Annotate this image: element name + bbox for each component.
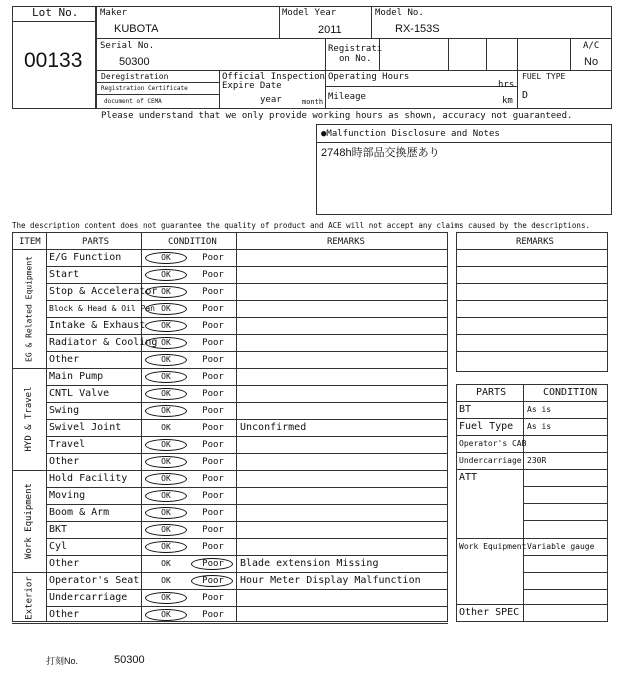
group-separator	[12, 623, 448, 624]
spec-condition-line	[523, 486, 608, 487]
part-name: Start	[49, 269, 80, 280]
row-separator	[46, 606, 448, 607]
row-separator	[46, 538, 448, 539]
remarks-row-line	[456, 351, 608, 352]
serial-value: 50300	[119, 56, 150, 68]
poor-option[interactable]: Poor	[202, 389, 224, 399]
lot-label: Lot No.	[32, 6, 79, 19]
ok-selected-circle	[145, 286, 187, 298]
right-remarks-header: REMARKS	[516, 237, 554, 247]
row-separator	[46, 317, 448, 318]
part-name: Block & Head & Oil Pan	[49, 304, 155, 313]
part-name: CNTL Valve	[49, 388, 110, 399]
working-hours-note: Please understand that we only provide working hours as shown, accuracy not guaranteed.	[101, 111, 573, 121]
ok-option[interactable]: OK	[161, 389, 171, 398]
ok-selected-circle	[145, 609, 187, 621]
ok-selected-circle	[145, 303, 187, 315]
spec-parts-header: PARTS	[476, 387, 507, 398]
row-separator	[46, 283, 448, 284]
ok-selected-circle	[145, 388, 187, 400]
group-label: HYD & Travel	[24, 386, 34, 452]
group-separator	[12, 470, 448, 471]
part-name: Other	[49, 354, 80, 365]
spec-condition-line	[523, 572, 608, 573]
disclaimer-text: The description content does not guarantee the quality of product and ACE will not accept any claims caused by the descriptions.	[12, 221, 590, 230]
col-item-header: ITEM	[19, 237, 41, 247]
spec-condition: Variable gauge	[527, 542, 595, 551]
spec-row-line	[456, 469, 608, 470]
maker-value: KUBOTA	[114, 23, 159, 35]
part-name: Other	[49, 609, 80, 620]
remarks-row-line	[456, 300, 608, 301]
ok-option[interactable]: OK	[161, 593, 171, 602]
poor-option[interactable]: Poor	[202, 406, 224, 416]
info-vline-7	[517, 38, 518, 109]
part-name: Operator's Seat	[49, 575, 140, 586]
info-vline-5	[448, 38, 449, 70]
info-vline-1	[279, 6, 280, 38]
remarks-row-line	[456, 266, 608, 267]
ok-selected-circle	[145, 507, 187, 519]
row-separator	[46, 436, 448, 437]
group-separator	[12, 368, 448, 369]
ok-option[interactable]: OK	[161, 610, 171, 619]
poor-option[interactable]: Poor	[202, 423, 224, 433]
stamp-label: 打刻No.	[46, 656, 79, 666]
model-no-value: RX-153S	[395, 23, 440, 35]
hrs-label: hrs	[498, 80, 515, 90]
info-hline-4	[517, 70, 612, 71]
ok-option[interactable]: OK	[161, 304, 171, 313]
document-cema-label: document of CEMA	[104, 98, 162, 105]
ok-selected-circle	[145, 456, 187, 468]
ok-option[interactable]: OK	[161, 372, 171, 381]
mileage-label: Mileage	[328, 92, 366, 102]
part-name: Boom & Arm	[49, 507, 110, 518]
ac-label: A/C	[583, 41, 600, 51]
row-separator	[46, 385, 448, 386]
spec-condition-line	[523, 520, 608, 521]
group-label: EG & Related Equipment	[24, 255, 33, 362]
row-separator	[46, 504, 448, 505]
info-hline-2	[96, 70, 325, 71]
info-hline-5	[325, 86, 517, 87]
row-separator	[46, 402, 448, 403]
spec-condition-line	[523, 589, 608, 590]
dereg-hline-1	[96, 82, 219, 83]
inspection-label-line1: Official Inspection	[222, 72, 325, 82]
row-separator	[46, 555, 448, 556]
poor-selected-circle	[191, 575, 233, 587]
spec-row-line	[456, 538, 608, 539]
ok-option[interactable]: OK	[161, 508, 171, 517]
model-no-label: Model No.	[375, 8, 424, 18]
part-name: Swing	[49, 405, 80, 416]
ok-option[interactable]: OK	[161, 525, 171, 534]
lot-divider	[12, 21, 96, 22]
spec-part: Undercarriage	[459, 456, 522, 465]
ok-option[interactable]: OK	[161, 355, 171, 364]
part-name: Swivel Joint	[49, 422, 122, 433]
remark-text: Blade extension Missing	[240, 558, 379, 569]
deregistration-label: Deregistration	[101, 72, 169, 81]
km-label: km	[502, 96, 513, 106]
spec-part: Other SPEC	[459, 607, 520, 618]
spec-part: Operator's CAB	[459, 439, 527, 448]
ok-selected-circle	[145, 439, 187, 451]
registration-label-line1: Registrati	[328, 44, 383, 54]
spec-row-line	[456, 401, 608, 402]
poor-option[interactable]: Poor	[202, 542, 224, 552]
poor-option[interactable]: Poor	[202, 321, 224, 331]
ok-option[interactable]: OK	[161, 321, 171, 330]
model-year-label: Model Year	[282, 8, 337, 18]
ok-selected-circle	[145, 320, 187, 332]
info-hline-3	[325, 70, 517, 71]
part-name: Radiator & Cooling	[49, 337, 158, 348]
ok-option[interactable]: OK	[161, 287, 171, 296]
poor-option[interactable]: Poor	[202, 525, 224, 535]
info-hline-1	[96, 38, 612, 39]
spec-row-line	[456, 604, 608, 605]
row-separator	[46, 589, 448, 590]
row-separator	[46, 521, 448, 522]
remarks-row-line	[456, 283, 608, 284]
poor-option[interactable]: Poor	[202, 287, 224, 297]
ok-selected-circle	[145, 490, 187, 502]
part-name: Other	[49, 456, 80, 467]
part-name: Other	[49, 558, 80, 569]
ok-selected-circle	[145, 473, 187, 485]
malfunction-text: 2748h時部品交換歴あり	[321, 147, 440, 159]
poor-option[interactable]: Poor	[202, 270, 224, 280]
registration-label-line2: on No.	[339, 54, 372, 64]
ok-selected-circle	[145, 541, 187, 553]
header-separator	[12, 249, 448, 250]
spec-condition-header: CONDITION	[543, 387, 598, 398]
row-separator	[46, 266, 448, 267]
ok-option[interactable]: OK	[161, 338, 171, 347]
remarks-row-line	[456, 317, 608, 318]
poor-option[interactable]: Poor	[202, 372, 224, 382]
ok-option[interactable]: OK	[161, 440, 171, 449]
col-remarks-header: REMARKS	[327, 237, 365, 247]
ok-option[interactable]: OK	[161, 253, 171, 262]
ok-option[interactable]: OK	[161, 491, 171, 500]
ok-option[interactable]: OK	[161, 457, 171, 466]
poor-option[interactable]: Poor	[202, 253, 224, 263]
ok-selected-circle	[145, 252, 187, 264]
spec-condition: As is	[527, 422, 552, 431]
col-condition-header: CONDITION	[168, 237, 217, 247]
poor-option[interactable]: Poor	[202, 474, 224, 484]
poor-selected-circle	[191, 558, 233, 570]
spec-row-line	[456, 452, 608, 453]
spec-part: Fuel Type	[459, 421, 514, 432]
ok-selected-circle	[145, 337, 187, 349]
poor-option[interactable]: Poor	[202, 491, 224, 501]
info-vline-8	[570, 38, 571, 70]
part-name: Undercarriage	[49, 592, 128, 603]
info-vline-2	[371, 6, 372, 38]
remark-text: Unconfirmed	[240, 422, 307, 433]
ok-option[interactable]: OK	[161, 406, 171, 415]
part-name: Main Pump	[49, 371, 104, 382]
malfunction-title: ●Malfunction Disclosure and Notes	[321, 129, 500, 139]
remarks-row-line	[456, 334, 608, 335]
malfunction-divider	[316, 142, 612, 143]
ac-value: No	[584, 56, 599, 68]
serial-label: Serial No.	[100, 41, 155, 51]
part-name: E/G Function	[49, 252, 122, 263]
ok-option[interactable]: OK	[161, 559, 171, 568]
row-separator	[46, 300, 448, 301]
info-vline-3	[325, 38, 326, 109]
year-label: year	[260, 95, 282, 105]
part-name: Travel	[49, 439, 86, 450]
main-vline-condition	[236, 232, 237, 622]
poor-option[interactable]: Poor	[202, 304, 224, 314]
spec-condition-line	[523, 503, 608, 504]
spec-part: ATT	[459, 472, 478, 483]
ok-option[interactable]: OK	[161, 576, 171, 585]
part-name: Cyl	[49, 541, 68, 552]
group-separator	[12, 572, 448, 573]
maker-label: Maker	[100, 8, 128, 18]
row-separator	[46, 419, 448, 420]
part-name: Moving	[49, 490, 86, 501]
spec-condition: 230R	[527, 456, 547, 465]
ok-selected-circle	[145, 354, 187, 366]
spec-part: BT	[459, 404, 472, 415]
poor-option[interactable]: Poor	[202, 457, 224, 467]
ok-selected-circle	[145, 269, 187, 281]
poor-option[interactable]: Poor	[202, 610, 224, 620]
inspection-label-line2: Expire Date	[222, 81, 282, 91]
ok-selected-circle	[145, 524, 187, 536]
part-name: Hold Facility	[49, 473, 128, 484]
month-label: month	[302, 98, 324, 106]
stamp-value: 50300	[114, 654, 145, 666]
part-name: Intake & Exhaust	[49, 320, 146, 331]
spec-part: Work Equipment	[459, 542, 527, 551]
spec-condition: As is	[527, 405, 552, 414]
info-vline-4	[379, 38, 380, 70]
ok-option[interactable]: OK	[161, 474, 171, 483]
ok-selected-circle	[145, 405, 187, 417]
ok-option[interactable]: OK	[161, 270, 171, 279]
poor-option[interactable]: Poor	[202, 440, 224, 450]
group-label: Exterior	[24, 575, 34, 620]
part-name: Stop & Accelerator	[49, 286, 158, 297]
poor-option[interactable]: Poor	[202, 508, 224, 518]
part-name: BKT	[49, 524, 68, 535]
fuel-type-label: FUEL TYPE	[522, 72, 566, 81]
poor-option[interactable]: Poor	[202, 576, 224, 586]
spec-row-line	[456, 435, 608, 436]
ok-selected-circle	[145, 371, 187, 383]
model-year-value: 2011	[318, 24, 342, 36]
remark-text: Hour Meter Display Malfunction	[240, 575, 421, 586]
info-vline-6	[486, 38, 487, 70]
group-label: Work Equipment	[24, 483, 34, 559]
poor-option[interactable]: Poor	[202, 355, 224, 365]
row-separator	[46, 453, 448, 454]
poor-option[interactable]: Poor	[202, 338, 224, 348]
ok-option[interactable]: OK	[161, 542, 171, 551]
spec-row-line	[456, 418, 608, 419]
ok-option[interactable]: OK	[161, 423, 171, 432]
operating-hours-label: Operating Hours	[328, 72, 410, 82]
remarks-row-line	[456, 249, 608, 250]
ok-selected-circle	[145, 592, 187, 604]
main-vline-item	[46, 232, 47, 622]
row-separator	[46, 487, 448, 488]
col-parts-header: PARTS	[82, 237, 110, 247]
info-vline-9	[219, 70, 220, 109]
spec-condition-line	[523, 555, 608, 556]
poor-option[interactable]: Poor	[202, 593, 224, 603]
fuel-type-value: D	[522, 90, 529, 101]
poor-option[interactable]: Poor	[202, 559, 224, 569]
lot-number: 00133	[24, 49, 83, 72]
registration-certificate-label: Registration Certificate	[101, 85, 188, 92]
dereg-hline-2	[96, 94, 219, 95]
row-separator	[46, 334, 448, 335]
row-separator	[46, 351, 448, 352]
